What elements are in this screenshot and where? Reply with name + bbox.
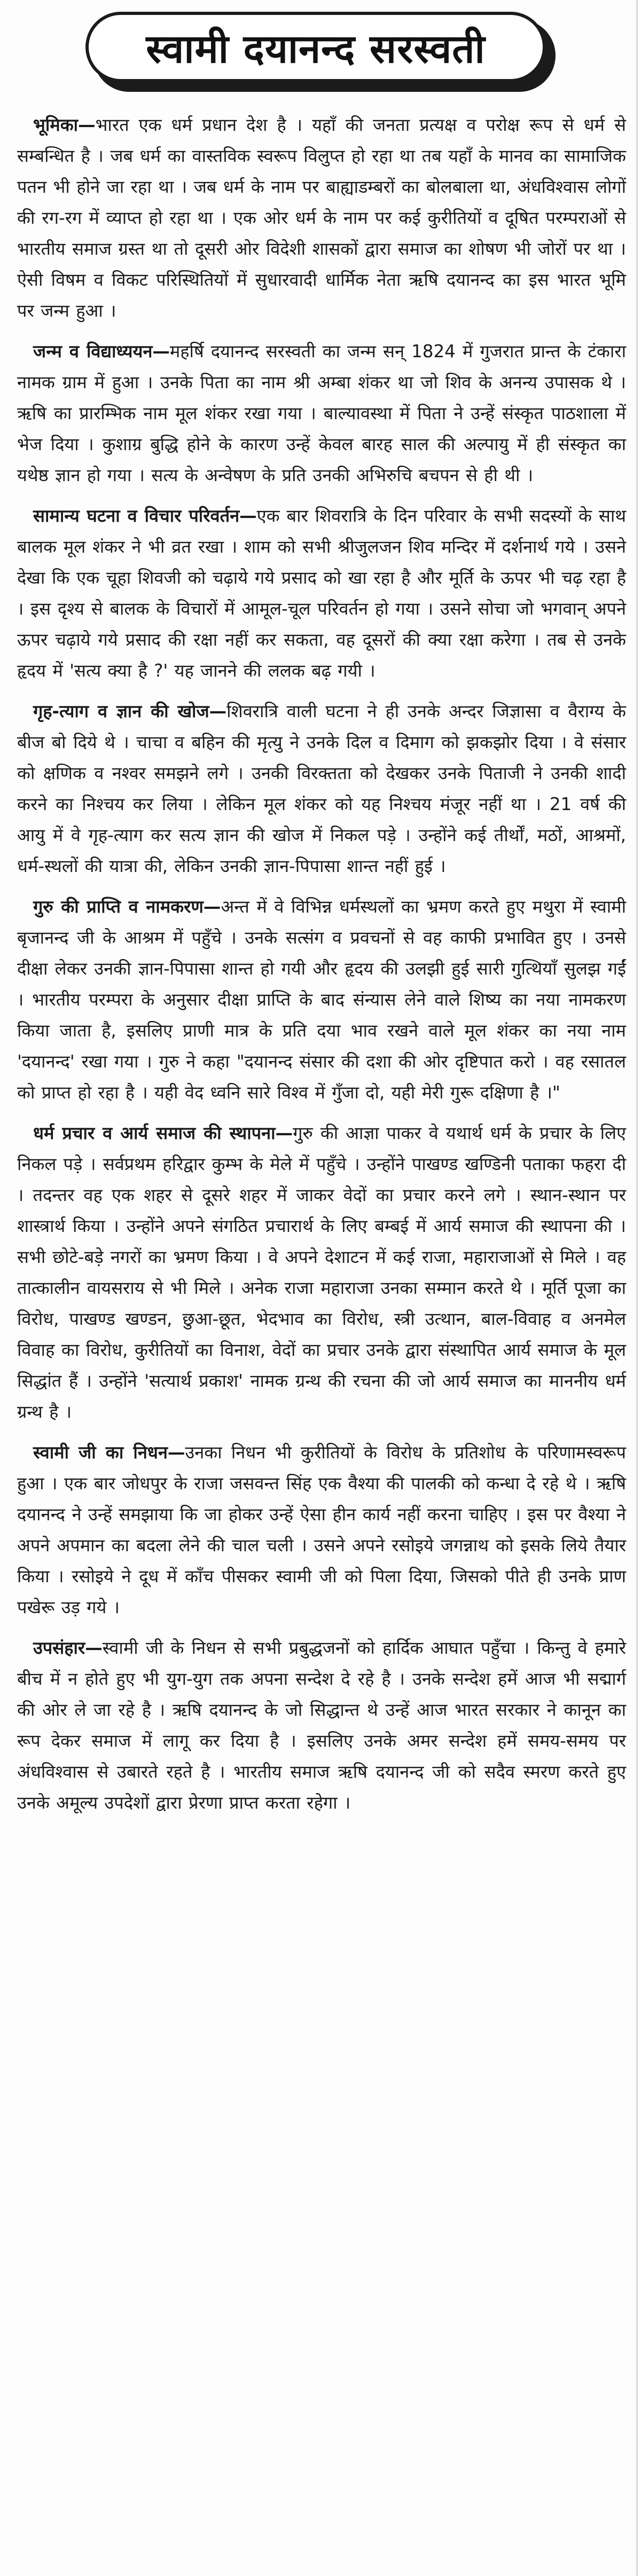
paragraph-heading: धर्म प्रचार व आर्य समाज की स्थापना xyxy=(33,1123,276,1143)
paragraph-text: स्वामी जी के निधन से सभी प्रबुद्धजनों को हार्दिक आघात पहुँचा । किन्तु वे हमारे बीच में न होते हुए भी युग-युग तक अपना सन्देश दे रहे है । उनके सन्देश हमें आज भी सद्मार्ग की ओर ले जा रहे है । ऋषि दयानन्द के जो सिद्धान्त थे उन्हें आज भारत सरकार ने कानून का रूप देकर समाज में लागू कर दिया है । इसलिए उनके अमर सन्देश हमें समय-समय पर अंधविश्वास से उबारते रहते है । भारतीय समाज ऋषि दयानन्द जी को सदैव स्मरण करते हुए उनके अमूल्य उपदेशों द्वारा प्रेरणा प्राप्त करता रहेगा । xyxy=(17,1638,626,1813)
page-edge-shadow xyxy=(636,0,638,2576)
paragraph-text: एक बार शिवरात्रि के दिन परिवार के सभी सदस्यों के साथ बालक मूल शंकर ने भी व्रत रखा । शाम को सभी श्रीजुलजन शिव मन्दिर में दर्शनार्थ गये । उसने देखा कि एक चूहा शिवजी को चढ़ाये गये प्रसाद को खा रहा है और मूर्ति के ऊपर भी चढ़ रहा है । इस दृश्य से बालक के विचारों में आमूल-चूल परिवर्तन हो गया । उसने सोचा जो भगवान् अपने ऊपर चढ़ाये गये प्रसाद की रक्षा नहीं कर सकता, वह दूसरों की क्या रक्षा करेगा । तब से उनके हृदय में 'सत्य क्या है ?' यह जानने की ललक बढ़ गयी । xyxy=(17,506,627,681)
paragraph-renunciation: गृह-त्याग व ज्ञान की खोज—शिवरात्रि वाली घटना ने ही उनके अन्दर जिज्ञासा व वैराग्य के बीज बो दिये थे । चाचा व बहिन की मृत्यु ने उनके दिल व दिमाग को झकझोर दिया । वे संसार को क्षणिक व नश्वर समझने लगे । उनकी विरक्तता को देखकर उनके पिताजी ने उनकी शादी करने का निश्चय कर लिया । लेकिन मूल शंकर को यह निश्चय मंजूर नहीं था । 21 वर्ष की आयु में वे गृह-त्याग कर सत्य ज्ञान की खोज में निकल पड़े । उन्होंने कई तीर्थों, मठों, आश्रमों, धर्म-स्थलों की यात्रा की, लेकिन उनकी ज्ञान-पिपासा शान्त नहीं हुई । xyxy=(17,701,626,876)
paragraph-death: स्वामी जी का निधन—उनका निधन भी कुरीतियों के विरोध के प्रतिशोध के परिणामस्वरूप हुआ । एक बार जोधपुर के राजा जसवन्त सिंह एक वैश्या की पालकी को कन्धा दे रहे थे । ऋषि दयानन्द ने उन्हें समझाया कि जा होकर उन्हें ऐसा हीन कार्य नहीं करना चाहिए । इस पर वैश्या ने अपने अपमान का बदला लेने की चाल चली । उसने अपने रसोइये जगन्नाथ को इसके लिये तैयार किया । रसोइये ने दूध में काँच पीसकर स्वामी जी को पिला दिया, जिसको पीते ही उनके प्राण पखेरू उड़ गये । xyxy=(17,1442,626,1617)
paragraph-text: महर्षि दयानन्द सरस्वती का जन्म सन् 1824 में गुजरात प्रान्त के टंकारा नामक ग्राम में हुआ । उनके पिता का नाम श्री अम्बा शंकर था जो शिव के अनन्य उपासक थे । ऋषि का प्रारम्भिक नाम मूल शंकर रखा गया । बाल्यावस्था में पिता ने उन्हें संस्कृत पाठशाला में भेज दिया । कुशाग्र बुद्धि होने के कारण उन्हें केवल बारह साल की अल्पायु में ही संस्कृत का यथेष्ठ ज्ञान हो गया । सत्य के अन्वेषण के प्रति उनकी अभिरुचि बचपन से ही थी । xyxy=(17,341,626,485)
paragraph-heading: गृह-त्याग व ज्ञान की खोज xyxy=(33,701,209,721)
paragraph-arya-samaj: धर्म प्रचार व आर्य समाज की स्थापना—गुरु की आज्ञा पाकर वे यथार्थ धर्म के प्रचार के लिए निकल पड़े । सर्वप्रथम हरिद्वार कुम्भ के मेले में पहुँचे । उन्होंने पाखण्ड खण्डिनी पताका फहरा दी । तदन्तर वह एक शहर से दूसरे शहर में जाकर वेदों का प्रचार करने लगे । स्थान-स्थान पर शास्त्रार्थ किया । उन्होंने अपने संगठित प्रचारार्थ के लिए बम्बई में आर्य समाज की स्थापना की । सभी छोटे-बड़े नगरों का भ्रमण किया । वे अपने देशाटन में कई राजा, महाराजाओं से मिले । वह तात्कालीन वायसराय से भी मिले । अनेक राजा महाराजा उनका सम्मान करते थे । मूर्ति पूजा का विरोध, पाखण्ड खण्डन, छुआ-छूत, भेदभाव का विरोध, स्त्री उत्थान, बाल-विवाह व अनमेल विवाह का विरोध, कुरीतियों का विनाश, वेदों का प्रचार उनके द्वारा संस्थापित आर्य समाज के मूल सिद्धांत हैं । उन्होंने 'सत्यार्थ प्रकाश' नामक ग्रन्थ की रचना की जो आर्य समाज का माननीय धर्म ग्रन्थ है । xyxy=(17,1123,626,1422)
paragraph-text: उनका निधन भी कुरीतियों के विरोध के प्रतिशोध के परिणामस्वरूप हुआ । एक बार जोधपुर के राजा जसवन्त सिंह एक वैश्या की पालकी को कन्धा दे रहे थे । ऋषि दयानन्द ने उन्हें समझाया कि जा होकर उन्हें ऐसा हीन कार्य नहीं करना चाहिए । इस पर वैश्या ने अपने अपमान का बदला लेने की चाल चली । उसने अपने रसोइये जगन्नाथ को इसके लिये तैयार किया । रसोइये ने दूध में काँच पीसकर स्वामी जी को पिला दिया, जिसको पीते ही उनके प्राण पखेरू उड़ गये । xyxy=(17,1442,626,1617)
essay-body xyxy=(17,109,626,1828)
paragraph-conclusion: उपसंहार—स्वामी जी के निधन से सभी प्रबुद्धजनों को हार्दिक आघात पहुँचा । किन्तु वे हमारे बीच में न होते हुए भी युग-युग तक अपना सन्देश दे रहे है । उनके सन्देश हमें आज भी सद्मार्ग की ओर ले जा रहे है । ऋषि दयानन्द के जो सिद्धान्त थे उन्हें आज भारत सरकार ने कानून का रूप देकर समाज में लागू कर दिया है । इसलिए उनके अमर सन्देश हमें समय-समय पर अंधविश्वास से उबारते रहते है । भारतीय समाज ऋषि दयानन्द जी को सदैव स्मरण करते हुए उनके अमूल्य उपदेशों द्वारा प्रेरणा प्राप्त करता रहेगा । xyxy=(17,1638,626,1813)
paragraph-birth-education: जन्म व विद्याध्ययन—महर्षि दयानन्द सरस्वती का जन्म सन् 1824 में गुजरात प्रान्त के टंकारा नामक ग्राम में हुआ । उनके पिता का नाम श्री अम्बा शंकर था जो शिव के अनन्य उपासक थे । ऋषि का प्रारम्भिक नाम मूल शंकर रखा गया । बाल्यावस्था में पिता ने उन्हें संस्कृत पाठशाला में भेज दिया । कुशाग्र बुद्धि होने के कारण उन्हें केवल बारह साल की अल्पायु में ही संस्कृत का यथेष्ठ ज्ञान हो गया । सत्य के अन्वेषण के प्रति उनकी अभिरुचि बचपन से ही थी । xyxy=(17,341,626,485)
paragraph-heading: स्वामी जी का निधन xyxy=(33,1442,168,1463)
paragraph-heading: सामान्य घटना व विचार परिवर्तन xyxy=(33,506,240,526)
title-banner-box xyxy=(85,12,546,82)
paragraph-heading: गुरु की प्राप्ति व नामकरण xyxy=(33,897,204,917)
paragraph-event-change: सामान्य घटना व विचार परिवर्तन—एक बार शिवरात्रि के दिन परिवार के सभी सदस्यों के साथ बालक मूल शंकर ने भी व्रत रखा । शाम को सभी श्रीजुलजन शिव मन्दिर में दर्शनार्थ गये । उसने देखा कि एक चूहा शिवजी को चढ़ाये गये प्रसाद को खा रहा है और मूर्ति के ऊपर भी चढ़ रहा है । इस दृश्य से बालक के विचारों में आमूल-चूल परिवर्तन हो गया । उसने सोचा जो भगवान् अपने ऊपर चढ़ाये गये प्रसाद की रक्षा नहीं कर सकता, वह दूसरों की क्या रक्षा करेगा । तब से उनके हृदय में 'सत्य क्या है ?' यह जानने की ललक बढ़ गयी । xyxy=(17,506,627,681)
paragraph-intro: भूमिका—भारत एक धर्म प्रधान देश है । यहाँ की जनता प्रत्यक्ष व परोक्ष रूप से धर्म से सम्बन्धित है । जब धर्म का वास्तविक स्वरूप विलुप्त हो रहा था तब यहाँ के मानव का सामाजिक पतन भी होने जा रहा था । जब धर्म के नाम पर बाह्याडम्बरों का बोलबाला था, अंधविश्वास लोगों की रग-रग में व्याप्त हो रहा था । एक ओर धर्म के नाम पर कई कुरीतियों व दूषित परम्पराओं से भारतीय समाज ग्रस्त था तो दूसरी ओर विदेशी शासकों द्वारा समाज का शोषण भी जोरों पर था । ऐसी विषम व विकट परिस्थितियों में सुधारवादी धार्मिक नेता ऋषि दयानन्द का इस भारत भूमि पर जन्म हुआ । xyxy=(17,115,626,321)
paragraph-text: गुरु की आज्ञा पाकर वे यथार्थ धर्म के प्रचार के लिए निकल पड़े । सर्वप्रथम हरिद्वार कुम्भ के मेले में पहुँचे । उन्होंने पाखण्ड खण्डिनी पताका फहरा दी । तदन्तर वह एक शहर से दूसरे शहर में जाकर वेदों का प्रचार करने लगे । स्थान-स्थान पर शास्त्रार्थ किया । उन्होंने अपने संगठित प्रचारार्थ के लिए बम्बई में आर्य समाज की स्थापना की । सभी छोटे-बड़े नगरों का भ्रमण किया । वे अपने देशाटन में कई राजा, महाराजाओं से मिले । वह तात्कालीन वायसराय से भी मिले । अनेक राजा महाराजा उनका सम्मान करते थे । मूर्ति पूजा का विरोध, पाखण्ड खण्डन, छुआ-छूत, भेदभाव का विरोध, स्त्री उत्थान, बाल-विवाह व अनमेल विवाह का विरोध, कुरीतियों का विनाश, वेदों का प्रचार उनके द्वारा संस्थापित आर्य समाज के मूल सिद्धांत हैं । उन्होंने 'सत्यार्थ प्रकाश' नामक ग्रन्थ की रचना की जो आर्य समाज का माननीय धर्म ग्रन्थ है । xyxy=(17,1123,626,1422)
paragraph-text: शिवरात्रि वाली घटना ने ही उनके अन्दर जिज्ञासा व वैराग्य के बीज बो दिये थे । चाचा व बहिन की मृत्यु ने उनके दिल व दिमाग को झकझोर दिया । वे संसार को क्षणिक व नश्वर समझने लगे । उनकी विरक्तता को देखकर उनके पिताजी ने उनकी शादी करने का निश्चय कर लिया । लेकिन मूल शंकर को यह निश्चय मंजूर नहीं था । 21 वर्ष की आयु में वे गृह-त्याग कर सत्य ज्ञान की खोज में निकल पड़े । उन्होंने कई तीर्थों, मठों, आश्रमों, धर्म-स्थलों की यात्रा की, लेकिन उनकी ज्ञान-पिपासा शान्त नहीं हुई । xyxy=(17,701,626,876)
paragraph-heading: भूमिका xyxy=(33,115,79,135)
paragraph-guru-naming: गुरु की प्राप्ति व नामकरण—अन्त में वे विभिन्न धर्मस्थलों का भ्रमण करते हुए मथुरा में स्वामी बृजानन्द जी के आश्रम में पहुँचे । उनके सत्संग व प्रवचनों से वह काफी प्रभावित हुए । उनसे दीक्षा लेकर उनकी ज्ञान-पिपासा शान्त हो गयी और हृदय की उलझी हुई सारी गुत्थियाँ सुलझ गईं । भारतीय परम्परा के अनुसार दीक्षा प्राप्ति के बाद संन्यास लेने वाले शिष्य का नया नामकरण किया जाता है, इसलिए प्राणी मात्र के प्रति दया भाव रखने वाले मूल शंकर का नया नाम 'दयानन्द' रखा गया । गुरु ने कहा "दयानन्द संसार की दशा की ओर दृष्टिपात करो । वह रसातल को प्राप्त हो रहा है । यही वेद ध्वनि सारे विश्व में गुँजा दो, यही मेरी गुरू दक्षिणा है ।" xyxy=(17,897,626,1103)
title-banner xyxy=(85,12,556,92)
paragraph-text: अन्त में वे विभिन्न धर्मस्थलों का भ्रमण करते हुए मथुरा में स्वामी बृजानन्द जी के आश्रम में पहुँचे । उनके सत्संग व प्रवचनों से वह काफी प्रभावित हुए । उनसे दीक्षा लेकर उनकी ज्ञान-पिपासा शान्त हो गयी और हृदय की उलझी हुई सारी गुत्थियाँ सुलझ गईं । भारतीय परम्परा के अनुसार दीक्षा प्राप्ति के बाद संन्यास लेने वाले शिष्य का नया नामकरण किया जाता है, इसलिए प्राणी मात्र के प्रति दया भाव रखने वाले मूल शंकर का नया नाम 'दयानन्द' रखा गया । गुरु ने कहा "दयानन्द संसार की दशा की ओर दृष्टिपात करो । वह रसातल को प्राप्त हो रहा है । यही वेद ध्वनि सारे विश्व में गुँजा दो, यही मेरी गुरू दक्षिणा है ।" xyxy=(17,897,626,1103)
page-title: स्वामी दयानन्द सरस्वती xyxy=(146,26,486,72)
paragraph-heading: जन्म व विद्याध्ययन xyxy=(33,341,153,362)
paragraph-heading: उपसंहार xyxy=(33,1638,85,1658)
paragraph-text: भारत एक धर्म प्रधान देश है । यहाँ की जनता प्रत्यक्ष व परोक्ष रूप से धर्म से सम्बन्धित है । जब धर्म का वास्तविक स्वरूप विलुप्त हो रहा था तब यहाँ के मानव का सामाजिक पतन भी होने जा रहा था । जब धर्म के नाम पर बाह्याडम्बरों का बोलबाला था, अंधविश्वास लोगों की रग-रग में व्याप्त हो रहा था । एक ओर धर्म के नाम पर कई कुरीतियों व दूषित परम्पराओं से भारतीय समाज ग्रस्त था तो दूसरी ओर विदेशी शासकों द्वारा समाज का शोषण भी जोरों पर था । ऐसी विषम व विकट परिस्थितियों में सुधारवादी धार्मिक नेता ऋषि दयानन्द का इस भारत भूमि पर जन्म हुआ । xyxy=(17,115,626,321)
